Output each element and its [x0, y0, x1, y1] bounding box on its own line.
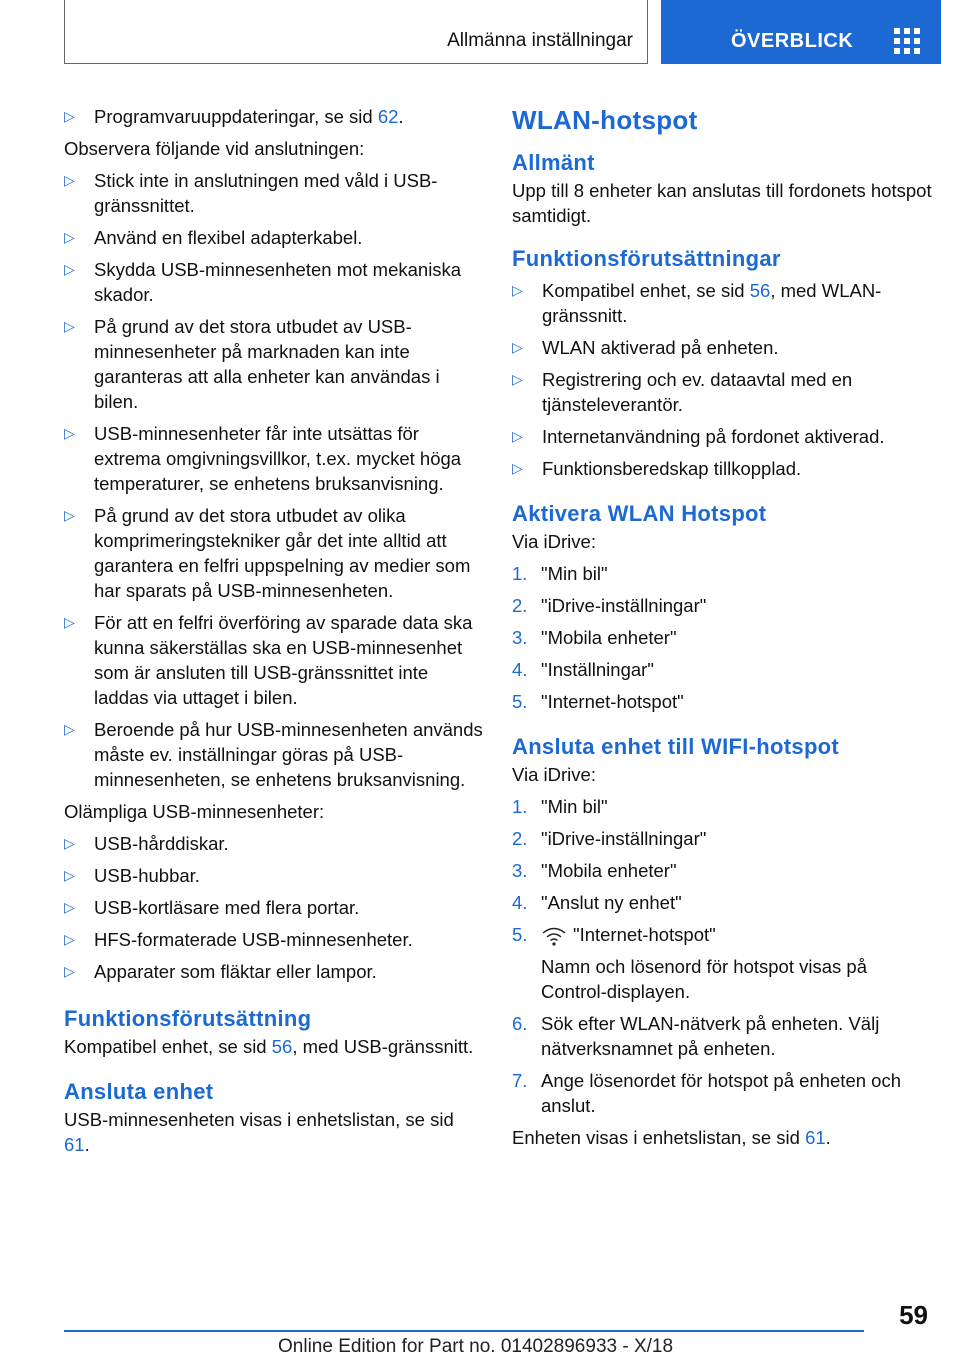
header-section-box	[64, 0, 648, 64]
list-item: ▷ Apparater som fläktar eller lampor.	[64, 961, 377, 982]
list-item: ▷ Skydda USB-minnesenheten mot mekaniska skador.	[64, 259, 462, 305]
bullet-triangle-icon: ▷	[64, 507, 75, 523]
step-item: 1. "Min bil"	[512, 796, 608, 817]
section-heading: Ansluta enhet till WIFI-hotspot	[512, 734, 840, 759]
step-item: 5. "Internet-hotspot" Namn och lösenord för hotspot visas på Control-displayen.	[512, 922, 932, 1004]
left-column	[64, 104, 484, 1164]
observe-list	[64, 168, 484, 792]
bullet-triangle-icon: ▷	[64, 721, 75, 737]
func-text: Kompatibel enhet, se sid 56, med USB-gränssnitt.	[64, 1036, 474, 1057]
list-item: ▷ Kompatibel enhet, se sid 56, med WLAN-gränssnitt.	[512, 280, 882, 326]
bullet-triangle-icon: ▷	[64, 108, 75, 124]
list-item: ▷ På grund av det stora utbudet av olika komprimeringstekniker går det inte alltid att garantera en felfri uppspelning av medier som har sparats på USB-minnesenheten.	[64, 505, 471, 601]
final-text: Enheten visas i enhetslistan, se sid 61.	[512, 1127, 831, 1149]
list-item: ▷ På grund av det stora utbudet av USB-minnesenheter på marknaden kan inte garanteras att alla enheter kan användas i bilen.	[64, 316, 440, 412]
via-text: Via iDrive:	[512, 764, 596, 785]
list-item: ▷ Använd en flexibel adapterkabel.	[64, 227, 363, 248]
right-column	[512, 104, 932, 1157]
overview-tab-label: ÖVERBLICK	[731, 30, 854, 52]
list-item: ▷ USB-kortläsare med flera portar.	[64, 897, 360, 918]
step-item: 4. "Anslut ny enhet"	[512, 892, 682, 913]
bullet-triangle-icon: ▷	[64, 229, 75, 245]
step-item: 1. "Min bil"	[512, 563, 608, 584]
page-link[interactable]: 61	[64, 1134, 85, 1155]
step-item: 5. "Internet-hotspot"	[512, 691, 684, 712]
bullet-triangle-icon: ▷	[64, 261, 75, 277]
step-item: 2. "iDrive-inställningar"	[512, 828, 707, 849]
list-item: ▷ USB-minnesenheter får inte utsättas för extrema omgivningsvillkor, t.ex. mycket höga temperaturer, se enhetens bruksanvisning.	[64, 423, 462, 494]
list-item: ▷ För att en felfri överföring av sparade data ska kunna säkerställas ska en USB-minnesenhet som är ansluten till USB-gränssnittet inte laddas via uttaget i bilen.	[64, 612, 473, 708]
section-heading: Ansluta enhet	[64, 1079, 214, 1104]
section-heading: Allmänt	[512, 150, 595, 175]
step-item: 3. "Mobila enheter"	[512, 627, 677, 648]
bullet-triangle-icon: ▷	[64, 425, 75, 441]
bullet-triangle-icon: ▷	[64, 963, 75, 979]
page-number: 59	[899, 1300, 928, 1330]
observe-intro: Observera följande vid anslutningen:	[64, 138, 365, 159]
step-note: Namn och lösenord för hotspot visas på Control-displayen.	[541, 956, 867, 1003]
list-item: ▷ Internetanvändning på fordonet aktiverad.	[512, 426, 885, 447]
bullet-triangle-icon: ▷	[64, 835, 75, 851]
grid-icon	[894, 28, 920, 54]
bullet-triangle-icon: ▷	[64, 172, 75, 188]
list-item: ▷ Beroende på hur USB-minnesenheten används måste ev. inställningar göras på USB-minnesenheten, se enhetens bruksanvisning.	[64, 719, 483, 790]
list-item: ▷ Stick inte in anslutningen med våld i USB-gränssnittet.	[64, 170, 438, 216]
footer-edition: Online Edition for Part no. 01402896933 - X/18	[278, 1336, 674, 1357]
list-item: ▷ HFS-formaterade USB-minnesenheter.	[64, 929, 413, 950]
bullet-triangle-icon: ▷	[64, 614, 75, 630]
bullet-triangle-icon: ▷	[64, 899, 75, 915]
list-item: ▷ Registrering och ev. dataavtal med en tjänsteleverantör.	[512, 369, 853, 415]
bullet-triangle-icon: ▷	[512, 460, 523, 476]
step-item: 4. "Inställningar"	[512, 659, 654, 680]
bullet-triangle-icon: ▷	[64, 867, 75, 883]
general-text: Upp till 8 enheter kan anslutas till fordonets hotspot samtidigt.	[512, 180, 932, 226]
step-item: 7. Ange lösenordet för hotspot på enheten och anslut.	[512, 1070, 901, 1117]
bullet-triangle-icon: ▷	[512, 339, 523, 355]
bullet-triangle-icon: ▷	[512, 282, 523, 298]
list-item: ▷ USB-hårddiskar.	[64, 833, 229, 854]
bullet-triangle-icon: ▷	[512, 428, 523, 444]
page-heading: WLAN-hotspot	[512, 105, 698, 135]
connect-text: USB-minnesenheten visas i enhetslistan, se sid 61.	[64, 1109, 454, 1155]
section-heading: Funktionsförutsättning	[64, 1006, 312, 1031]
bullet-triangle-icon: ▷	[64, 931, 75, 947]
bullet-triangle-icon: ▷	[512, 371, 523, 387]
list-item: ▷ Programvaruuppdateringar, se sid 62.	[64, 106, 404, 127]
page-link[interactable]: 56	[271, 1036, 293, 1057]
page-link[interactable]: 62	[377, 106, 399, 127]
unsuitable-intro: Olämpliga USB-minnesenheter:	[64, 801, 325, 822]
list-item: ▷ WLAN aktiverad på enheten.	[512, 337, 779, 358]
page-link[interactable]: 56	[749, 280, 771, 301]
unsuitable-list	[64, 831, 484, 984]
overview-tab[interactable]	[661, 0, 941, 64]
list-item: ▷ Funktionsberedskap tillkopplad.	[512, 458, 802, 479]
bullet-triangle-icon: ▷	[64, 318, 75, 334]
step-item: 6. Sök efter WLAN-nätverk på enheten. Välj nätverksnamnet på enheten.	[512, 1013, 880, 1060]
section-heading: Aktivera WLAN Hotspot	[512, 501, 767, 526]
wifi-icon	[541, 925, 567, 947]
page-link[interactable]: 61	[805, 1127, 826, 1149]
header-section-title: Allmänna inställningar	[447, 30, 633, 51]
footer-divider	[64, 1330, 864, 1332]
step-item: 3. "Mobila enheter"	[512, 860, 677, 881]
list-item: ▷ USB-hubbar.	[64, 865, 200, 886]
section-heading: Funktionsförutsättningar	[512, 246, 781, 271]
via-text: Via iDrive:	[512, 531, 596, 552]
step-item: 2. "iDrive-inställningar"	[512, 595, 707, 616]
